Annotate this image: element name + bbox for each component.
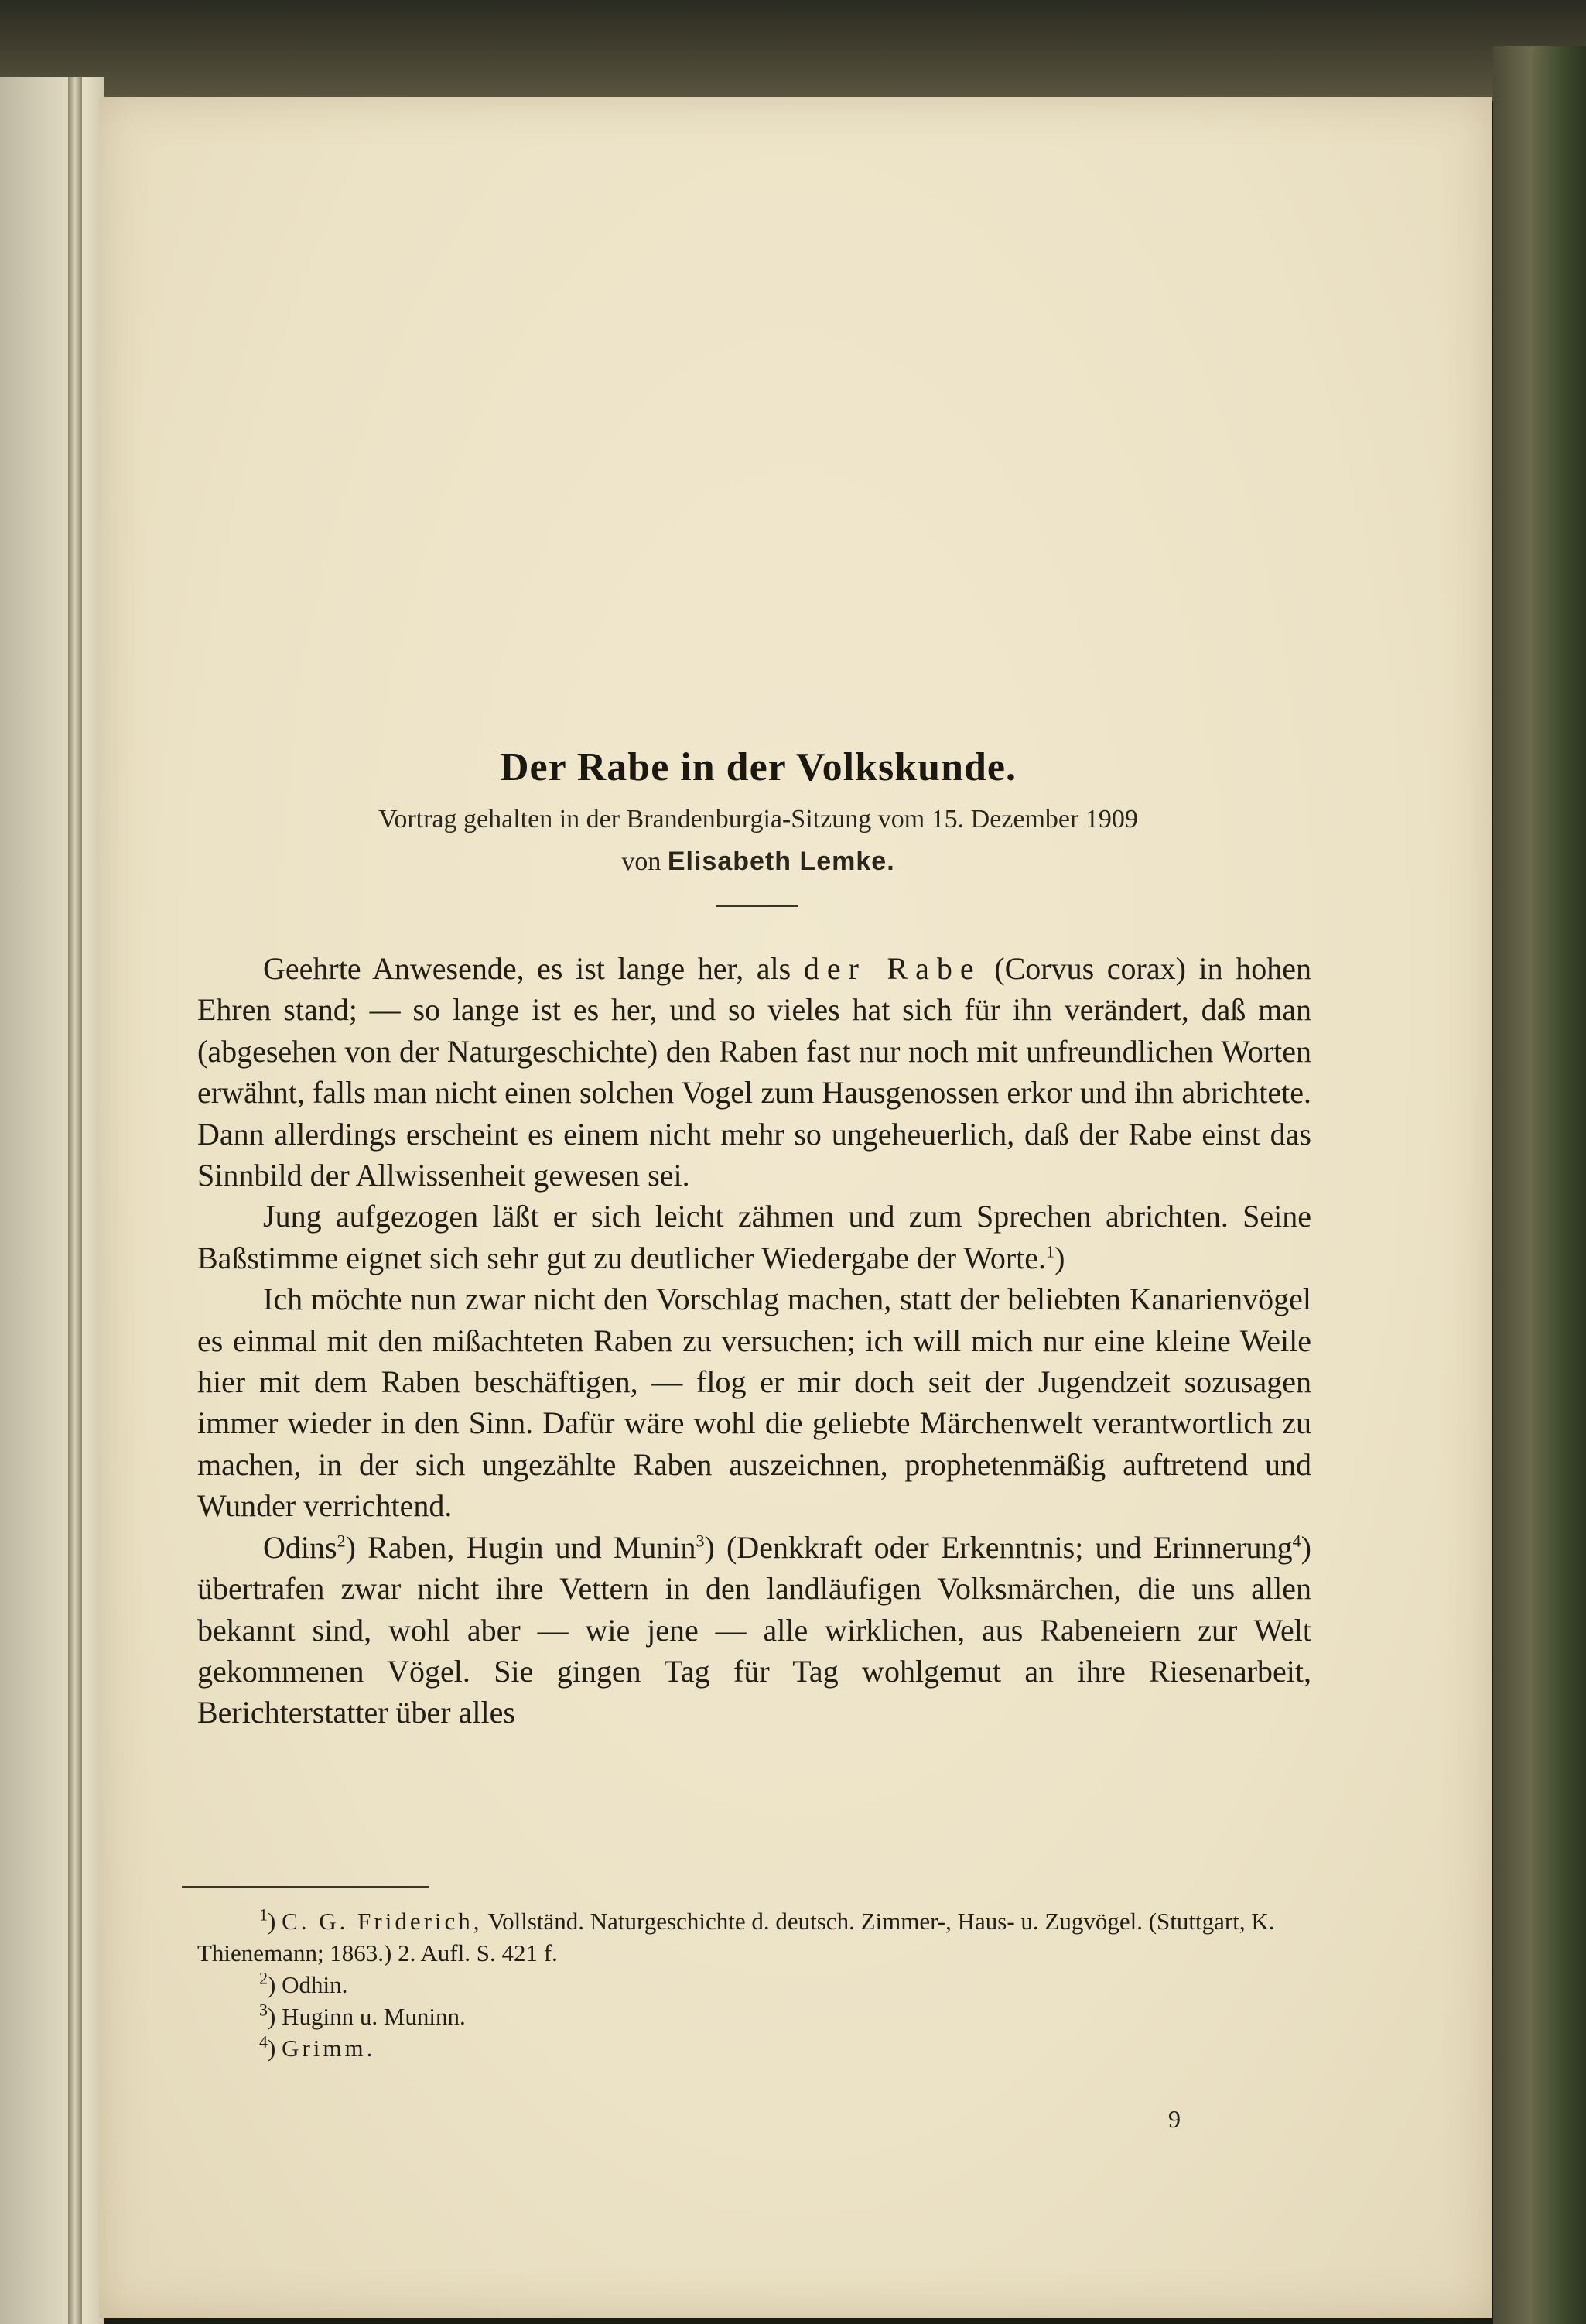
text-run: Jung aufgezogen läßt er sich leicht zähmen und zum Sprechen abrichten. Seine Baßstimme eignet sich sehr gut zu deutlicher Wiedergabe der Worte. bbox=[197, 1199, 1311, 1275]
footnote-mark: 3 bbox=[259, 2000, 268, 2020]
book-spine bbox=[68, 77, 82, 2324]
text-run: ) bbox=[1054, 1240, 1065, 1275]
footnote-4: $^4$) Grimm. bbox=[259, 2031, 376, 2062]
text-run: ) Raben, Hugin und Munin bbox=[345, 1529, 696, 1565]
author-prefix: von bbox=[621, 847, 661, 876]
paragraph bbox=[197, 948, 1311, 1196]
footnote-text: Odhin. bbox=[282, 1971, 348, 1998]
paragraph bbox=[197, 1196, 1311, 1278]
footnote-2: $^2$) Odhin. bbox=[259, 1968, 348, 1998]
footnote-author: C. G. Friderich, bbox=[282, 1908, 483, 1935]
footnote-1: $^1$) C. G. Friderich, Vollständ. Naturgeschichte d. deutsch. Zimmer-, Haus- u. Zugvögel. (Stuttgart, K. Thienemann; 1863.) 2. Aufl. S. 421 f. bbox=[197, 1905, 1275, 1966]
paragraph bbox=[197, 1278, 1311, 1526]
footnote-text: Grimm. bbox=[282, 2035, 376, 2062]
body-text bbox=[197, 948, 1311, 1734]
text-run: (Corvus corax) in hohen Ehren stand; — so lange ist es her, und so vieles hat sich für ihn verändert, daß man (abgesehen von der Naturgeschichte) den Raben fast nur noch mit unfreundlichen Worten erwähnt, falls man nicht einen solchen Vogel zum Hausgenossen erkor und ihn abrichtete. Dann allerdings erscheint es einem nicht mehr so ungeheuerlich, daß der Rabe einst das Sinnbild der Allwissenheit gewesen sei. bbox=[197, 951, 1312, 1193]
title-divider bbox=[716, 905, 798, 907]
footnote-text: Huginn u. Muninn. bbox=[282, 2003, 466, 2030]
left-page-edge bbox=[0, 77, 104, 2324]
text-run: Ich möchte nun zwar nicht den Vorschlag machen, statt der beliebten Kanarienvögel es einmal mit den mißachteten Raben zu versuchen; ich will mich nur eine kleine Weile hier mit dem Raben beschäftigen, — flog er mir doch seit der Jugendzeit sozusagen immer wieder in den Sinn. Dafür wäre wohl die geliebte Märchenwelt verantwortlich zu machen, in der sich ungezählte Raben auszeichnen, prophetenmäßig auftretend und Wunder verrichtend. bbox=[197, 1282, 1311, 1524]
footnote-3: $^3$) Huginn u. Muninn. bbox=[259, 2000, 466, 2030]
footnote-mark: 1 bbox=[259, 1905, 268, 1925]
author-line bbox=[433, 847, 1083, 877]
footnote-divider bbox=[182, 1886, 429, 1888]
paragraph bbox=[197, 1527, 1311, 1734]
footnote-ref: 1 bbox=[1046, 1241, 1055, 1261]
emphasized-term: der Rabe bbox=[803, 951, 982, 986]
footnotes bbox=[197, 1905, 1311, 2064]
article-title: Der Rabe in der Volkskunde. bbox=[499, 745, 1017, 789]
article-subtitle: Vortrag gehalten in der Brandenburgia-Sitzung vom 15. Dezember 1909 bbox=[378, 805, 1138, 833]
text-run: ) (Denkkraft oder Erkenntnis; und Erinnerung bbox=[704, 1529, 1293, 1565]
footnote-mark: 4 bbox=[259, 2031, 268, 2052]
author-name: Elisabeth Lemke. bbox=[667, 847, 895, 876]
text-run: Odins bbox=[263, 1529, 337, 1565]
footnote-mark: 2 bbox=[259, 1968, 268, 1988]
page-number: 9 bbox=[1168, 2105, 1181, 2133]
book-cover-top bbox=[0, 0, 1586, 101]
footnote-ref: 3 bbox=[696, 1531, 705, 1551]
book-cover-right bbox=[1493, 46, 1586, 2324]
text-run: ) übertrafen zwar nicht ihre Vettern in den landläufigen Volksmärchen, die uns allen bekannt sind, wohl aber — wie jene — alle wirklichen, aus Rabeneiern zur Welt gekommenen Vögel. Sie gingen Tag für Tag wohlgemut an ihre Riesenarbeit, Berichterstatter über alles bbox=[197, 1529, 1311, 1730]
footnote-ref: 4 bbox=[1292, 1531, 1301, 1551]
text-run: Geehrte Anwesende, es ist lange her, als bbox=[263, 951, 804, 986]
footnote-text: Vollständ. Naturgeschichte d. deutsch. Zimmer-, Haus- u. Zugvögel. (Stuttgart, K. Thienemann; 1863.) 2. Aufl. S. 421 f. bbox=[197, 1908, 1275, 1966]
footnote-ref: 2 bbox=[337, 1531, 346, 1551]
